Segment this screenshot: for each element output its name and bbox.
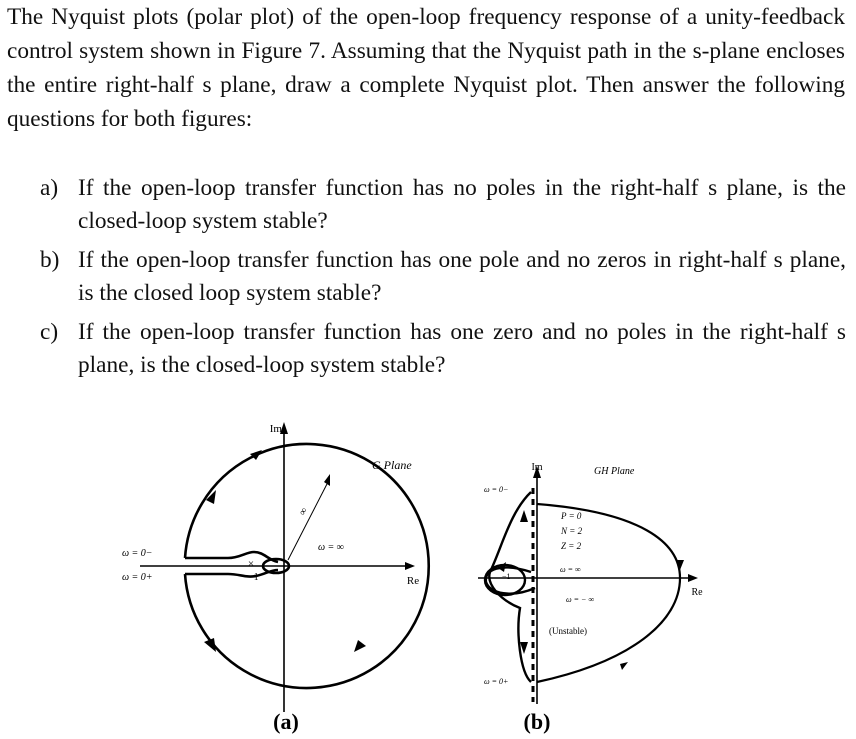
question-b [40, 244, 846, 310]
question-marker: a) [40, 175, 59, 201]
question-a [40, 172, 846, 238]
omega-inf-label-a: ω = ∞ [318, 542, 344, 553]
locus-lower-a [185, 570, 278, 577]
re-label-a: Re [406, 575, 420, 587]
minus-one-label-a: −1 [248, 572, 259, 583]
omega-0-plus-label-a: ω = 0+ [122, 572, 153, 583]
im-label-a: Im [269, 423, 282, 435]
arc-arrow-b [620, 662, 628, 670]
arc-arrow-a [204, 638, 216, 652]
arc-arrow-a [354, 640, 366, 652]
unstable-label-b: (Unstable) [549, 626, 587, 636]
question-text: If the open-loop transfer function has one pole and no zeros in right-half s plane, is the closed loop system stable? [78, 247, 846, 306]
re-label-b: Re [691, 587, 703, 598]
plane-label-a: G Plane [372, 458, 412, 472]
locus-arrow-b [520, 510, 528, 522]
problem-intro: The Nyquist plots (polar plot) of the open-loop frequency response of a unity-feedback control system shown in Figure 7. Assuming that the Nyquist path in the s-plane encloses the entire right-half s plane, draw a complete Nyquist plot. Then answer the following questions for both figures: [7, 4, 845, 132]
minus-one-label-b: −1 [502, 572, 511, 581]
plane-label-b: GH Plane [594, 466, 635, 477]
question-text: If the open-loop transfer function has no poles in the right-half s plane, is the closed-loop system stable? [78, 175, 846, 234]
omega-0-minus-label-a: ω = 0− [122, 548, 153, 559]
omega-inf-label-b: ω = ∞ [560, 565, 581, 574]
question-list [40, 172, 846, 388]
omega-0-plus-label-b: ω = 0+ [484, 677, 509, 686]
z-label-b: Z = 2 [561, 541, 582, 551]
radius-label-a: ∞ [297, 505, 311, 518]
nyquist-plot-a [122, 422, 429, 734]
caption-a: (a) [273, 709, 299, 734]
real-axis-arrow-a [405, 562, 415, 570]
real-axis-arrow-b [688, 574, 698, 582]
question-c [40, 316, 846, 382]
nyquist-figure [0, 412, 856, 739]
im-label-b: Im [531, 462, 543, 473]
infinite-arc-b [537, 504, 680, 682]
locus-upper-a [185, 552, 278, 562]
omega-0-minus-label-b: ω = 0− [484, 485, 509, 494]
question-marker: c) [40, 319, 59, 345]
question-text: If the open-loop transfer function has one zero and no poles in the right-half s plane, is the closed-loop system stable? [78, 319, 846, 378]
omega-minus-inf-label-b: ω = − ∞ [566, 595, 595, 604]
caption-b: (b) [523, 709, 551, 734]
question-marker: b) [40, 247, 60, 273]
critical-point-a: × [247, 558, 255, 570]
p-label-b: P = 0 [561, 511, 582, 521]
nyquist-plot-b [478, 462, 703, 734]
n-label-b: N = 2 [561, 526, 583, 536]
